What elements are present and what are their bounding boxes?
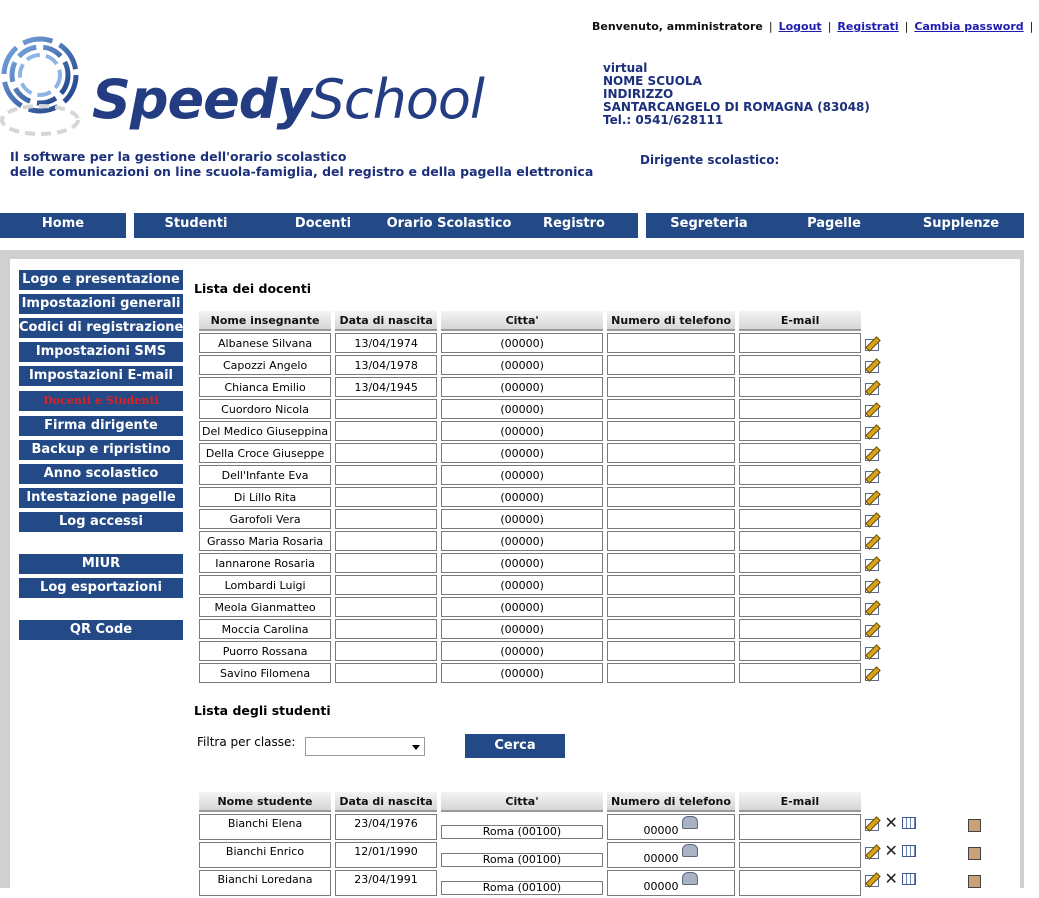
teacher-name-cell: Albanese Silvana	[199, 333, 331, 353]
col-header[interactable]: E-mail	[739, 311, 861, 331]
phone-cell	[607, 842, 735, 868]
email-cell	[739, 443, 861, 463]
table-row	[199, 842, 981, 868]
birth-date-cell	[335, 575, 437, 595]
registrati-link[interactable]: Registrati	[837, 20, 899, 33]
email-cell	[739, 333, 861, 353]
phone-cell	[607, 531, 735, 551]
edit-icon[interactable]	[865, 844, 881, 858]
edit-icon[interactable]	[865, 872, 881, 886]
sidebar-impostazioni-sms[interactable]: Impostazioni SMS	[19, 342, 183, 362]
col-header[interactable]: Nome insegnante	[199, 311, 331, 331]
col-header[interactable]: Citta'	[441, 311, 603, 331]
phone-cell	[607, 870, 735, 896]
logout-link[interactable]: Logout	[778, 20, 822, 33]
city-cell	[441, 870, 603, 896]
phone-value: 00000	[643, 824, 679, 837]
nav-segreteria[interactable]: Segreteria	[670, 216, 748, 231]
email-cell	[739, 487, 861, 507]
city-cell: (00000)	[441, 443, 603, 463]
birth-date-cell	[335, 531, 437, 551]
school-line: NOME SCUOLA	[603, 74, 702, 88]
birth-date-cell	[335, 487, 437, 507]
birth-date-cell	[335, 641, 437, 661]
phone-cell	[607, 814, 735, 840]
teacher-name-cell: Capozzi Angelo	[199, 355, 331, 375]
student-name-cell: Bianchi Enrico	[199, 842, 331, 868]
edit-icon[interactable]	[865, 622, 881, 636]
birth-date-cell	[335, 553, 437, 573]
phone-icon[interactable]	[682, 816, 698, 829]
teachers-table	[195, 309, 887, 685]
phone-cell	[607, 487, 735, 507]
class-filter-select[interactable]	[305, 737, 425, 756]
table-row	[199, 443, 883, 463]
phone-cell	[607, 509, 735, 529]
edit-icon[interactable]	[865, 816, 881, 830]
city-cell	[441, 814, 603, 840]
phone-cell	[607, 553, 735, 573]
city-cell	[441, 842, 603, 868]
phone-icon[interactable]	[682, 844, 698, 857]
teacher-name-cell: Di Lillo Rita	[199, 487, 331, 507]
school-line: SANTARCANGELO DI ROMAGNA (83048)	[603, 100, 870, 114]
edit-icon[interactable]	[865, 336, 881, 350]
nav-home[interactable]: Home	[41, 216, 85, 231]
phone-cell	[607, 663, 735, 683]
email-cell	[739, 870, 861, 896]
nav-docenti[interactable]: Docenti	[294, 216, 352, 231]
email-cell	[739, 619, 861, 639]
city-cell: (00000)	[441, 333, 603, 353]
row-actions	[865, 814, 981, 840]
table-row	[199, 421, 883, 441]
email-cell	[739, 399, 861, 419]
teacher-name-cell: Puorro Rossana	[199, 641, 331, 661]
students-title: Lista degli studenti	[194, 703, 331, 718]
school-line: INDIRIZZO	[603, 87, 674, 101]
city-value: Roma (00100)	[441, 825, 603, 839]
sidebar-docenti-studenti[interactable]: Docenti e Studenti	[19, 391, 183, 411]
table-row	[199, 355, 883, 375]
city-cell: (00000)	[441, 421, 603, 441]
birth-date-cell: 12/01/1990	[335, 842, 437, 868]
phone-cell	[607, 355, 735, 375]
email-cell	[739, 421, 861, 441]
email-cell	[739, 842, 861, 868]
city-cell: (00000)	[441, 575, 603, 595]
email-cell	[739, 531, 861, 551]
sidebar-impostazioni-generali[interactable]: Impostazioni generali	[19, 294, 183, 314]
edit-icon[interactable]	[865, 490, 881, 504]
sidebar-intestazione-pagelle[interactable]: Intestazione pagelle	[19, 488, 183, 508]
table-row	[199, 553, 883, 573]
delete-icon[interactable]: ✕	[884, 869, 898, 888]
nav-orario[interactable]: Orario Scolastico	[386, 216, 512, 231]
edit-icon[interactable]	[865, 666, 881, 680]
sidebar-backup-ripristino[interactable]: Backup e ripristino	[19, 440, 183, 460]
speedyschool-logo	[0, 30, 484, 140]
table-row	[199, 575, 883, 595]
table-row	[199, 641, 883, 661]
edit-icon[interactable]	[865, 468, 881, 482]
teacher-name-cell: Savino Filomena	[199, 663, 331, 683]
edit-icon[interactable]	[865, 578, 881, 592]
students-table	[195, 790, 985, 898]
edit-icon[interactable]	[865, 512, 881, 526]
email-cell	[739, 355, 861, 375]
student-name-cell: Bianchi Elena	[199, 814, 331, 840]
row-actions	[865, 842, 981, 868]
sidebar-qr-code[interactable]: QR Code	[19, 620, 183, 640]
edit-icon[interactable]	[865, 446, 881, 460]
teacher-name-cell: Del Medico Giuseppina	[199, 421, 331, 441]
email-cell	[739, 575, 861, 595]
sidebar-log-esportazioni[interactable]: Log esportazioni	[19, 578, 183, 598]
table-row	[199, 531, 883, 551]
table-icon[interactable]	[902, 845, 916, 857]
edit-icon[interactable]	[865, 556, 881, 570]
city-value: Roma (00100)	[441, 853, 603, 867]
birth-date-cell	[335, 663, 437, 683]
teacher-name-cell: Cuordoro Nicola	[199, 399, 331, 419]
row-actions	[865, 870, 981, 896]
birth-date-cell	[335, 619, 437, 639]
sidebar-log-accessi[interactable]: Log accessi	[19, 512, 183, 532]
table-row	[199, 597, 883, 617]
col-header[interactable]: Data di nascita	[335, 311, 437, 331]
chevron-down-icon	[412, 745, 420, 750]
welcome-text: Benvenuto, amministratore	[592, 20, 763, 33]
sidebar-miur[interactable]: MIUR	[19, 554, 183, 574]
table-row	[199, 814, 981, 840]
table-row	[199, 619, 883, 639]
email-cell	[739, 814, 861, 840]
teacher-name-cell: Garofoli Vera	[199, 509, 331, 529]
teachers-title: Lista dei docenti	[194, 281, 312, 296]
sidebar-firma-dirigente[interactable]: Firma dirigente	[19, 416, 183, 436]
city-cell: (00000)	[441, 399, 603, 419]
teacher-name-cell: Chianca Emilio	[199, 377, 331, 397]
city-cell: (00000)	[441, 531, 603, 551]
class-filter-label: Filtra per classe:	[197, 735, 296, 749]
phone-value: 00000	[643, 852, 679, 865]
phone-cell	[607, 421, 735, 441]
edit-icon[interactable]	[865, 600, 881, 614]
search-button[interactable]: Cerca	[465, 734, 565, 758]
user-icon[interactable]	[968, 819, 981, 832]
birth-date-cell: 13/04/1974	[335, 333, 437, 353]
birth-date-cell	[335, 399, 437, 419]
teacher-name-cell: Moccia Carolina	[199, 619, 331, 639]
city-cell: (00000)	[441, 509, 603, 529]
edit-icon[interactable]	[865, 358, 881, 372]
table-row	[199, 465, 883, 485]
edit-icon[interactable]	[865, 424, 881, 438]
phone-cell	[607, 641, 735, 661]
school-line: virtual	[603, 61, 648, 75]
birth-date-cell	[335, 509, 437, 529]
birth-date-cell	[335, 443, 437, 463]
brand-wordmark: SpeedySchool	[92, 68, 484, 131]
teacher-name-cell: Dell'Infante Eva	[199, 465, 331, 485]
edit-icon[interactable]	[865, 534, 881, 548]
col-header[interactable]: Citta'	[441, 792, 603, 812]
tagline: Il software per la gestione dell'orario scolastico delle comunicazioni on line scuola-famiglia, del registro e della pagella elettronica	[10, 149, 594, 179]
email-cell	[739, 553, 861, 573]
table-row	[199, 870, 981, 896]
email-cell	[739, 641, 861, 661]
city-cell: (00000)	[441, 553, 603, 573]
birth-date-cell: 23/04/1976	[335, 814, 437, 840]
nav-pagelle[interactable]: Pagelle	[807, 216, 861, 231]
email-cell	[739, 509, 861, 529]
phone-cell	[607, 443, 735, 463]
city-cell: (00000)	[441, 597, 603, 617]
phone-cell	[607, 377, 735, 397]
birth-date-cell: 13/04/1945	[335, 377, 437, 397]
phone-cell	[607, 619, 735, 639]
city-cell: (00000)	[441, 663, 603, 683]
teacher-name-cell: Meola Gianmatteo	[199, 597, 331, 617]
school-line: Tel.: 0541/628111	[603, 113, 724, 127]
table-icon[interactable]	[902, 817, 916, 829]
sidebar-impostazioni-email[interactable]: Impostazioni E-mail	[19, 366, 183, 386]
nav-studenti[interactable]: Studenti	[164, 216, 228, 231]
city-cell: (00000)	[441, 465, 603, 485]
teacher-name-cell: Iannarone Rosaria	[199, 553, 331, 573]
birth-date-cell	[335, 597, 437, 617]
teacher-name-cell: Lombardi Luigi	[199, 575, 331, 595]
col-header[interactable]: Numero di telefono	[607, 311, 735, 331]
city-cell: (00000)	[441, 377, 603, 397]
city-cell: (00000)	[441, 487, 603, 507]
col-header[interactable]: Data di nascita	[335, 792, 437, 812]
table-row	[199, 377, 883, 397]
edit-icon[interactable]	[865, 380, 881, 394]
table-row	[199, 333, 883, 353]
phone-cell	[607, 333, 735, 353]
email-cell	[739, 597, 861, 617]
phone-cell	[607, 399, 735, 419]
col-header[interactable]: Nome studente	[199, 792, 331, 812]
edit-icon[interactable]	[865, 402, 881, 416]
phone-value: 00000	[643, 880, 679, 893]
table-row	[199, 509, 883, 529]
table-row	[199, 487, 883, 507]
birth-date-cell	[335, 465, 437, 485]
sidebar-logo-presentazione[interactable]: Logo e presentazione	[19, 270, 183, 290]
table-row	[199, 399, 883, 419]
user-icon[interactable]	[968, 847, 981, 860]
delete-icon[interactable]: ✕	[884, 813, 898, 832]
email-cell	[739, 377, 861, 397]
nav-registro[interactable]: Registro	[543, 216, 605, 231]
birth-date-cell: 23/04/1991	[335, 870, 437, 896]
edit-icon[interactable]	[865, 644, 881, 658]
table-row	[199, 663, 883, 683]
col-header[interactable]: Numero di telefono	[607, 792, 735, 812]
delete-icon[interactable]: ✕	[884, 841, 898, 860]
city-value: Roma (00100)	[441, 881, 603, 895]
sidebar-anno-scolastico[interactable]: Anno scolastico	[19, 464, 183, 484]
teacher-name-cell: Della Croce Giuseppe	[199, 443, 331, 463]
sidebar-codici-registrazione[interactable]: Codici di registrazione	[19, 318, 183, 338]
birth-date-cell	[335, 421, 437, 441]
birth-date-cell: 13/04/1978	[335, 355, 437, 375]
city-cell: (00000)	[441, 641, 603, 661]
top-links: Benvenuto, amministratore | Logout | Registrati | Cambia password |	[592, 20, 1034, 33]
dirigente-label: Dirigente scolastico:	[640, 153, 780, 167]
user-icon[interactable]	[968, 875, 981, 888]
phone-cell	[607, 597, 735, 617]
school-info	[603, 62, 870, 127]
table-icon[interactable]	[902, 873, 916, 885]
main-nav	[0, 213, 1024, 238]
col-header[interactable]: E-mail	[739, 792, 861, 812]
email-cell	[739, 663, 861, 683]
phone-icon[interactable]	[682, 872, 698, 885]
city-cell: (00000)	[441, 355, 603, 375]
nav-supplenze[interactable]: Supplenze	[922, 216, 1000, 231]
city-cell: (00000)	[441, 619, 603, 639]
globe-icon	[0, 30, 90, 140]
change-password-link[interactable]: Cambia password	[914, 20, 1024, 33]
phone-cell	[607, 575, 735, 595]
email-cell	[739, 465, 861, 485]
student-name-cell: Bianchi Loredana	[199, 870, 331, 896]
phone-cell	[607, 465, 735, 485]
teacher-name-cell: Grasso Maria Rosaria	[199, 531, 331, 551]
